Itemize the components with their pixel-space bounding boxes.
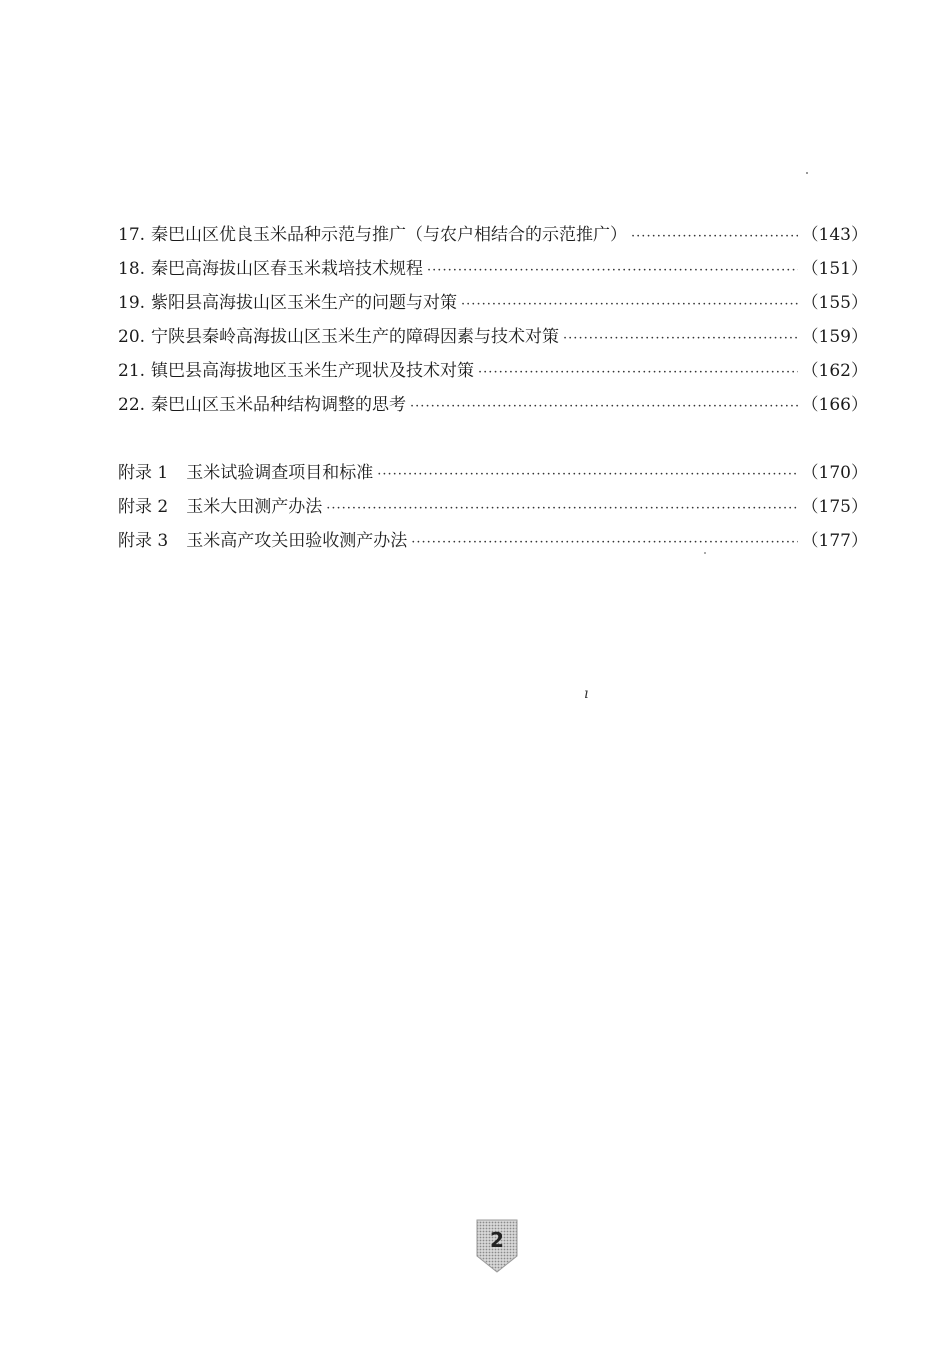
toc-entry-page: （159） (801, 327, 868, 347)
toc-entry-number: 18. (118, 259, 146, 279)
toc-entry[interactable] (118, 388, 868, 422)
toc-entry-title: 镇巴县高海拔地区玉米生产现状及技术对策 (151, 361, 475, 381)
toc-leader-dots (411, 526, 797, 560)
toc-leader-dots (410, 390, 798, 424)
toc-leader-dots (377, 458, 797, 492)
toc-entry-number: 17. (118, 225, 146, 245)
stray-mark: ı (584, 686, 589, 702)
toc-leader-dots (461, 288, 798, 322)
toc-appendix-entry[interactable] (118, 490, 868, 524)
page-number: 2 (490, 1228, 504, 1252)
toc-entry[interactable] (118, 354, 868, 388)
toc-appendix-entry[interactable] (118, 524, 868, 558)
toc-entry-title: 秦巴山区优良玉米品种示范与推广（与农户相结合的示范推广） (151, 225, 628, 245)
toc-appendix-entry[interactable] (118, 456, 868, 490)
toc-entry-number: 附录 3 (118, 531, 169, 551)
toc-entry-title: 玉米高产攻关田验收测产办法 (186, 531, 408, 551)
toc-entry-page: （170） (801, 463, 868, 483)
toc-entry-title: 紫阳县高海拔山区玉米生产的问题与对策 (151, 293, 458, 313)
toc-leader-dots (563, 322, 798, 356)
toc-leader-dots (631, 220, 798, 254)
toc-main-list (118, 218, 868, 422)
toc-entry-page: （151） (801, 259, 868, 279)
toc-entry-title: 宁陕县秦岭高海拔山区玉米生产的障碍因素与技术对策 (151, 327, 560, 347)
scan-speck (806, 172, 808, 174)
toc-entry-number: 21. (118, 361, 146, 381)
toc-leader-dots (478, 356, 798, 390)
toc-entry[interactable] (118, 252, 868, 286)
toc-entry-number: 20. (118, 327, 146, 347)
toc-entry-number: 22. (118, 395, 146, 415)
toc-entry-number: 附录 2 (118, 497, 169, 517)
toc-entry-page: （162） (801, 361, 868, 381)
toc-entry-page: （155） (801, 293, 868, 313)
toc-entry-title: 玉米试验调查项目和标准 (186, 463, 374, 483)
toc-appendix-list (118, 456, 868, 558)
toc-entry-page: （143） (801, 225, 868, 245)
toc-entry-number: 附录 1 (118, 463, 169, 483)
toc-leader-dots (326, 492, 797, 526)
page-number-badge (473, 1218, 521, 1274)
toc-entry-page: （166） (801, 395, 868, 415)
toc-entry[interactable] (118, 218, 868, 252)
toc-entry-title: 秦巴山区玉米品种结构调整的思考 (151, 395, 407, 415)
toc-leader-dots (427, 254, 798, 288)
toc-entry-title: 玉米大田测产办法 (186, 497, 323, 517)
toc-entry-number: 19. (118, 293, 146, 313)
toc-entry-title: 秦巴高海拔山区春玉米栽培技术规程 (151, 259, 424, 279)
toc-entry[interactable] (118, 286, 868, 320)
toc-entry[interactable] (118, 320, 868, 354)
toc-entry-page: （177） (801, 531, 868, 551)
toc-entry-page: （175） (801, 497, 868, 517)
